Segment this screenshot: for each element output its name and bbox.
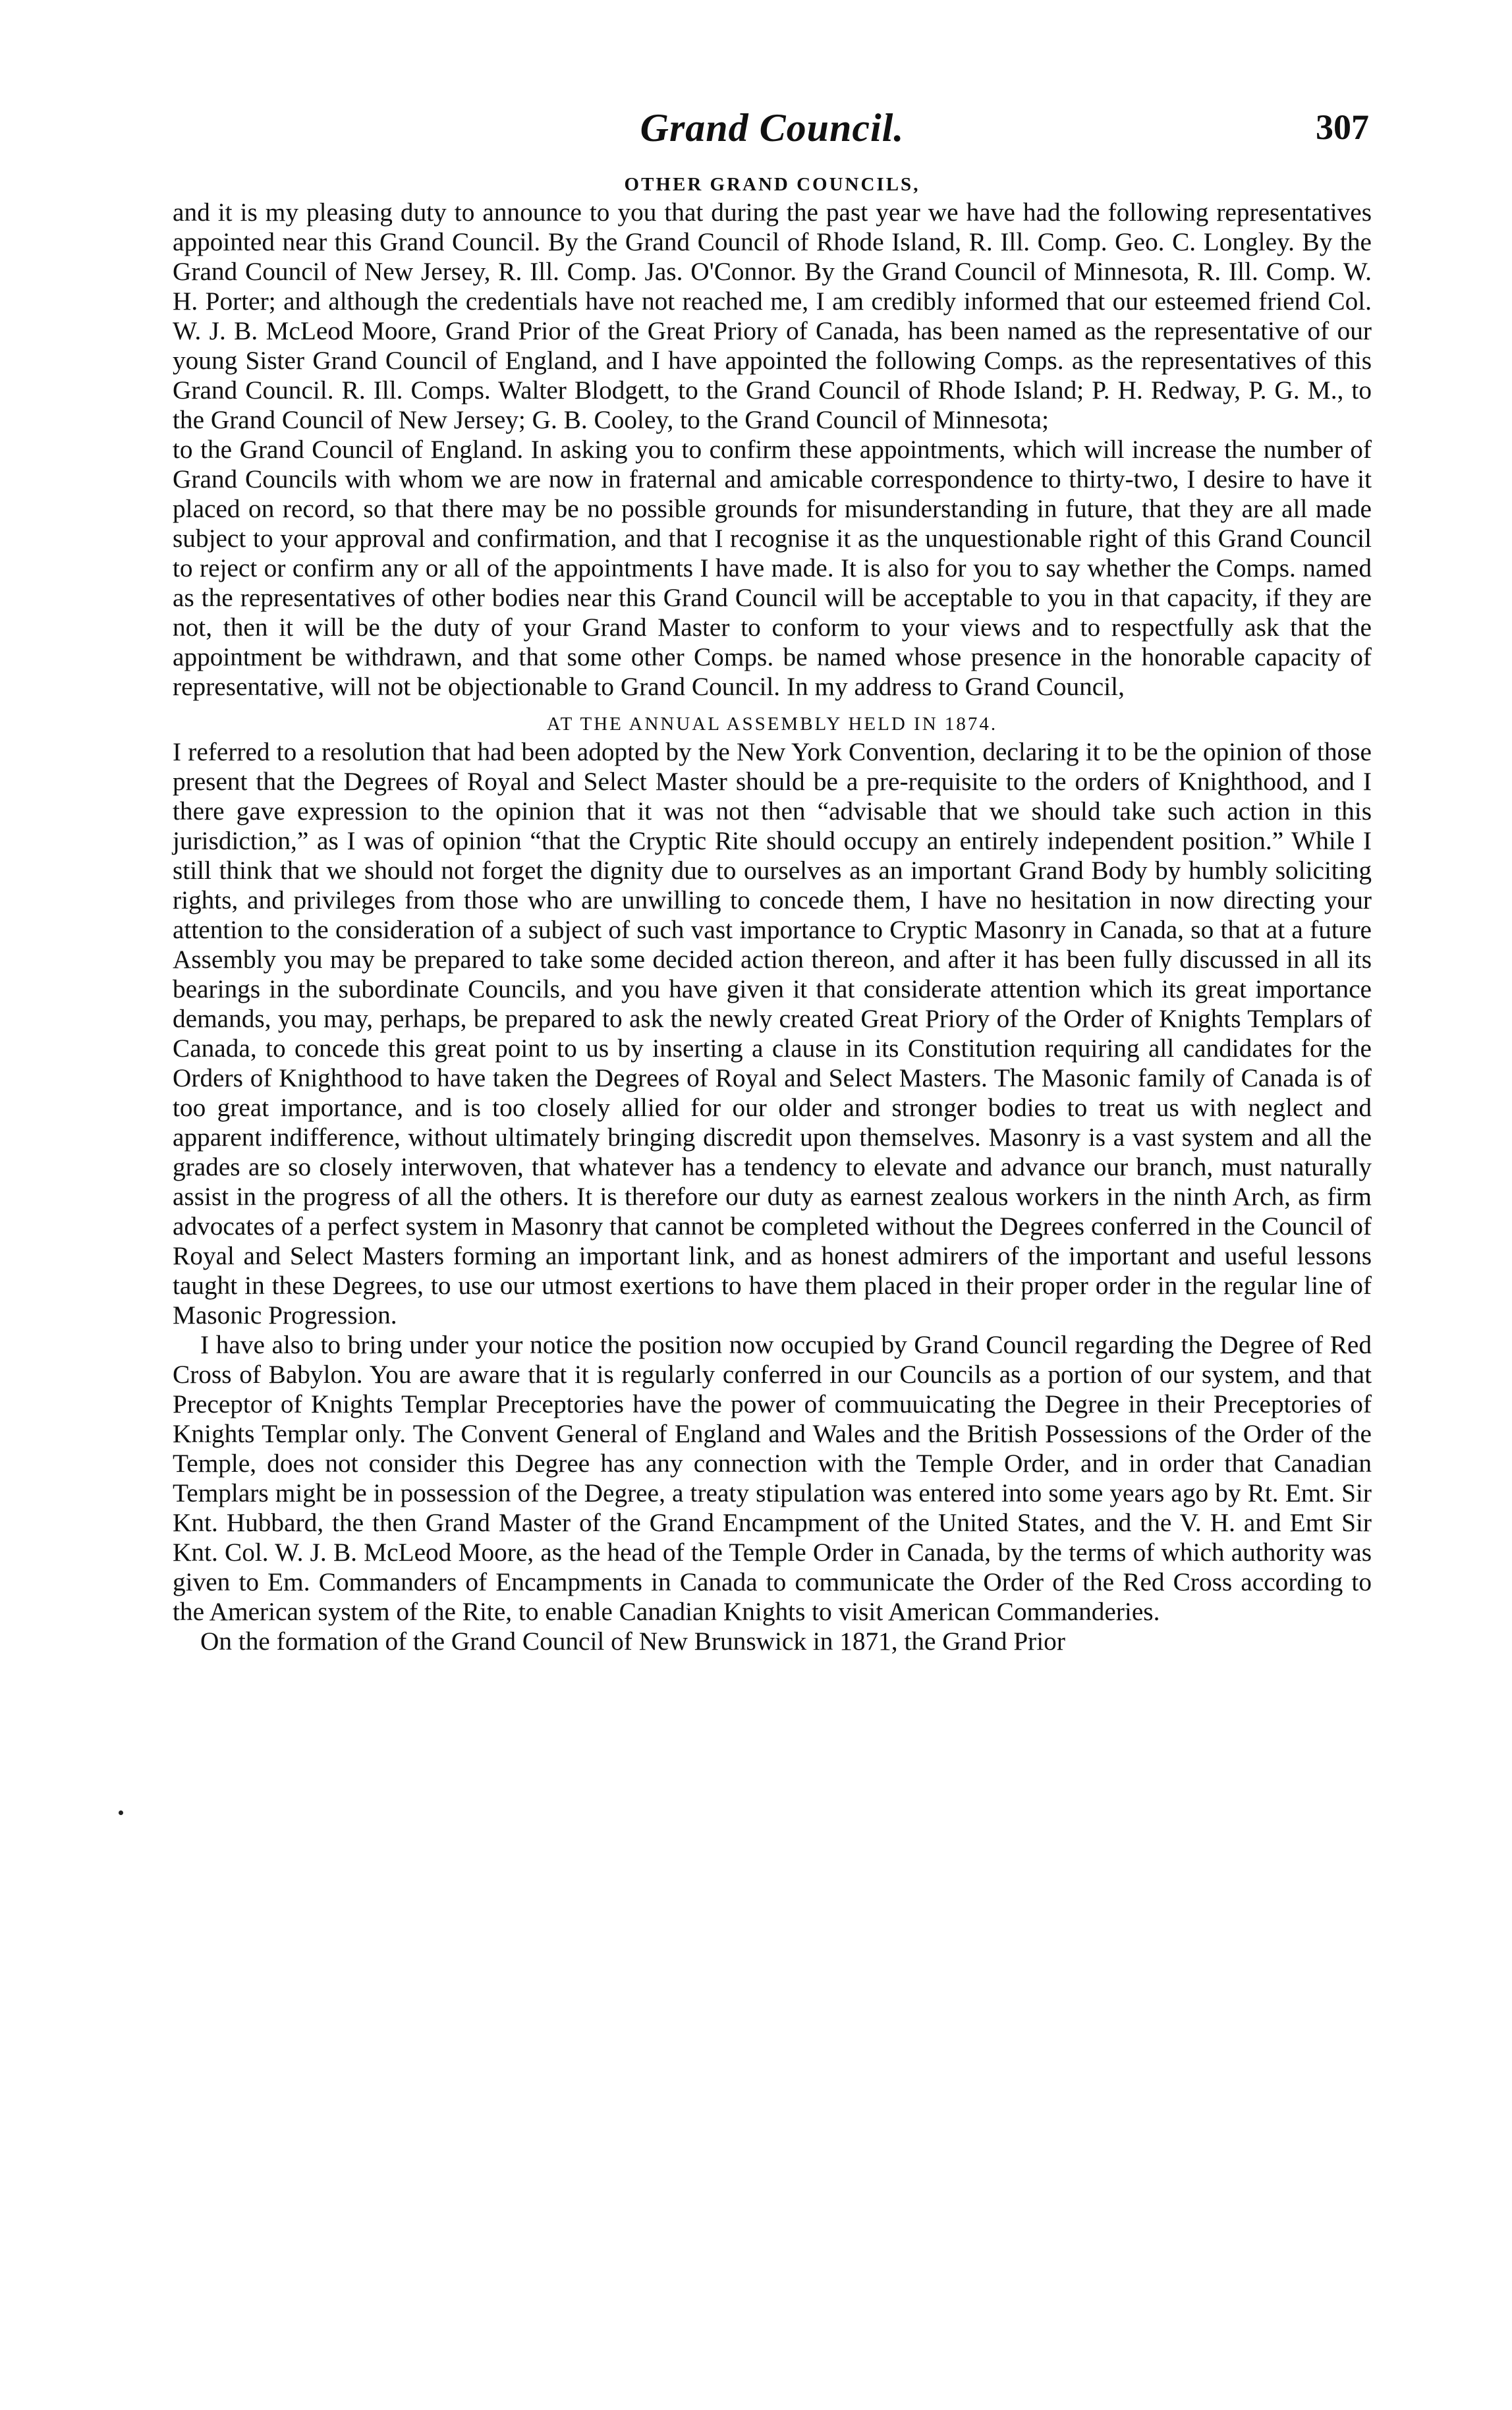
paragraph-red-cross-of-babylon: I have also to bring under your notice the position now occupied by Grand Council regarding the Degree of Red Cross of Babylon. You are aware that it is regularly conferred in our Councils as a portion of our system, and that Preceptor of Knights Templar Preceptories have the power of commuuicating the Degree in their Preceptories of Knights Templar only. The Convent General of England and Wales and the British Possessions of the Order of the Temple, does not consider this Degree has any connection with the Temple Order, and in order that Canadian Templars might be in possession of the Degree, a treaty stipulation was entered into some years ago by Rt. Emt. Sir Knt. Hubbard, the then Grand Master of the Grand Encampment of the United States, and the V. H. and Emt Sir Knt. Col. W. J. B. McLeod Moore, as the head of the Temple Order in Canada, by the terms of which authority was given to Em. Commanders of Encampments in Canada to communicate the Order of the Red Cross according to the American system of the Rite, to enable Canadian Knights to visit American Commanderies.	[173, 1330, 1372, 1626]
section-heading-annual-assembly: AT THE ANNUAL ASSEMBLY HELD IN 1874.	[546, 714, 998, 735]
margin-mark	[119, 1810, 123, 1815]
running-head	[173, 99, 1372, 171]
running-title: Grand Council.	[640, 106, 905, 150]
page-number: 307	[1316, 107, 1369, 147]
paragraph-new-york-convention: I referred to a resolution that had been adopted by the New York Convention, declaring it to be the opinion of those present that the Degrees of Royal and Select Master should be a pre-requisite to the orders of Knighthood, and I there gave expression to the opinion that it was not then “advisable that we should take such action in this jurisdiction,” as I was of opinion “that the Cryptic Rite should occupy an entirely independent position.” While I still think that we should not forget the dignity due to ourselves as an important Grand Body by humbly soliciting rights, and privileges from those who are unwilling to concede them, I have no hesitation in now directing your attention to the consideration of a subject of such vast importance to Cryptic Masonry in Canada, so that at a future Assembly you may be prepared to take some decided action thereon, and after it has been fully discussed in all its bearings in the subordinate Councils, and you have given it that considerate attention which its great importance demands, you may, perhaps, be prepared to ask the newly created Great Priory of the Order of Knights Templars of Canada, to concede this great point to us by inserting a clause in its Constitution requiring all candidates for the Orders of Knighthood to have taken the Degrees of Royal and Select Masters. The Masonic family of Canada is of too great importance, and is too closely allied for our older and stronger bodies to treat us with neglect and apparent indifference, without ultimately bringing discredit upon themselves. Masonry is a vast system and all the grades are so closely interwoven, that whatever has a tendency to elevate and advance our branch, must naturally assist in the progress of all the others. It is therefore our duty as earnest zealous workers in the ninth Arch, as firm advocates of a perfect system in Masonry that cannot be completed without the Degrees conferred in the Council of Royal and Select Masters forming an important link, and as honest admirers of the important and useful lessons taught in these Degrees, to use our utmost exertions to have them placed in their proper order in the regular line of Masonic Progression.	[173, 737, 1372, 1330]
paragraph-new-brunswick: On the formation of the Grand Council of New Brunswick in 1871, the Grand Prior	[200, 1627, 1065, 1656]
section-heading-other-grand-councils: OTHER GRAND COUNCILS,	[624, 174, 920, 195]
document-page	[173, 99, 1372, 1656]
paragraph-confirm-appointments: to the Grand Council of England. In asking you to confirm these appointments, which will increase the number of Grand Councils with whom we are now in fraternal and amicable correspondence to thirty-two, I desire to have it placed on record, so that there may be no possible grounds for misunderstanding in future, that they are all made subject to your approval and confirmation, and that I recognise it as the unquestionable right of this Grand Council to reject or confirm any or all of the appointments I have made. It is also for you to say whether the Comps. named as the representatives of other bodies near this Grand Council will be acceptable to you in that capacity, if they are not, then it will be the duty of your Grand Master to conform to your views and to respectfully ask that the appointment be withdrawn, and that some other Comps. be named whose presence in the honorable capacity of representative, will not be objectionable to Grand Council. In my address to Grand Council,	[173, 435, 1372, 701]
paragraph-representatives: and it is my pleasing duty to announce to you that during the past year we have had the following representatives appointed near this Grand Council. By the Grand Council of Rhode Island, R. Ill. Comp. Geo. C. Longley. By the Grand Council of New Jersey, R. Ill. Comp. Jas. O'Connor. By the Grand Council of Minnesota, R. Ill. Comp. W. H. Porter; and although the credentials have not reached me, I am credibly informed that our esteemed friend Col. W. J. B. McLeod Moore, Grand Prior of the Great Priory of Canada, has been named as the representative of our young Sister Grand Council of England, and I have appointed the following Comps. as the representatives of this Grand Council. R. Ill. Comps. Walter Blodgett, to the Grand Council of Rhode Island; P. H. Redway, P. G. M., to the Grand Council of New Jersey; G. B. Cooley, to the Grand Council of Minnesota;	[173, 198, 1372, 434]
